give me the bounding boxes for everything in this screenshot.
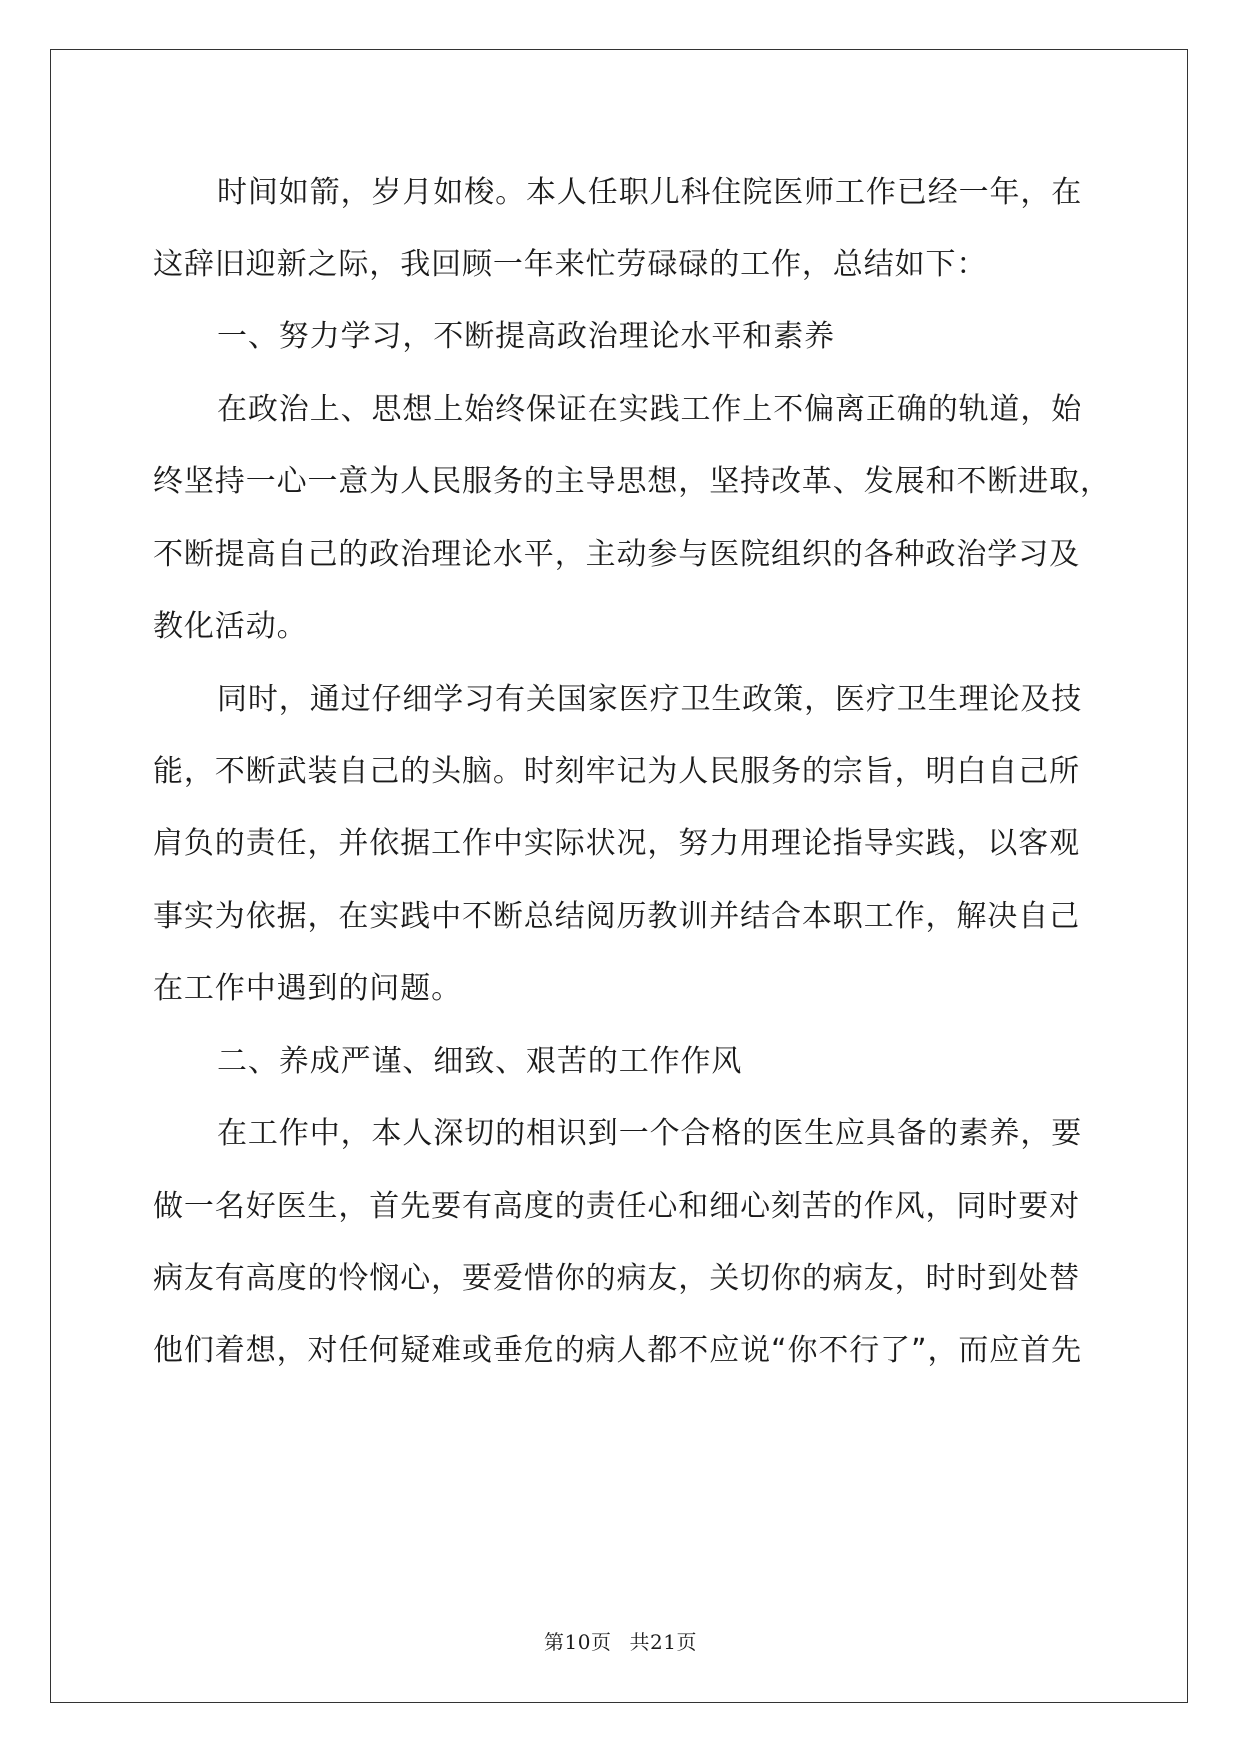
page-total: 共21页 bbox=[629, 1630, 697, 1654]
text-line: 在政治上、思想上始终保证在实践工作上不偏离正确的轨道，始 bbox=[217, 392, 1083, 427]
text-line: 教化活动。 bbox=[153, 609, 308, 644]
page-frame bbox=[50, 49, 1188, 1703]
text-line: 能，不断武装自己的头脑。时刻牢记为人民服务的宗旨，明白自己所 bbox=[153, 754, 1080, 789]
text-line: 不断提高自己的政治理论水平，主动参与医院组织的各种政治学习及 bbox=[153, 537, 1080, 572]
text-line: 事实为依据，在实践中不断总结阅历教训并结合本职工作，解决自己 bbox=[153, 899, 1080, 934]
text-line: 在工作中，本人深切的相识到一个合格的医生应具备的素养，要 bbox=[217, 1116, 1083, 1151]
text-line: 他们着想，对任何疑难或垂危的病人都不应说“你不行了”，而应首先 bbox=[153, 1333, 1082, 1368]
text-line: 肩负的责任，并依据工作中实际状况，努力用理论指导实践，以客观 bbox=[153, 826, 1080, 861]
section-heading: 二、养成严谨、细致、艰苦的工作作风 bbox=[217, 1044, 743, 1079]
page-number: 第10页 bbox=[544, 1630, 612, 1654]
text-line: 这辞旧迎新之际，我回顾一年来忙劳碌碌的工作，总结如下： bbox=[153, 247, 988, 282]
text-line: 同时，通过仔细学习有关国家医疗卫生政策，医疗卫生理论及技 bbox=[217, 682, 1083, 717]
section-heading: 一、努力学习，不断提高政治理论水平和素养 bbox=[217, 319, 835, 354]
text-line: 终坚持一心一意为人民服务的主导思想，坚持改革、发展和不断进取， bbox=[153, 464, 1111, 499]
page-footer bbox=[0, 1626, 1241, 1655]
text-line: 病友有高度的怜悯心，要爱惜你的病友，关切你的病友，时时到处替 bbox=[153, 1261, 1080, 1296]
text-line: 时间如箭，岁月如梭。本人任职儿科住院医师工作已经一年，在 bbox=[217, 175, 1083, 210]
text-line: 做一名好医生，首先要有高度的责任心和细心刻苦的作风，同时要对 bbox=[153, 1189, 1080, 1224]
text-line: 在工作中遇到的问题。 bbox=[153, 971, 462, 1006]
